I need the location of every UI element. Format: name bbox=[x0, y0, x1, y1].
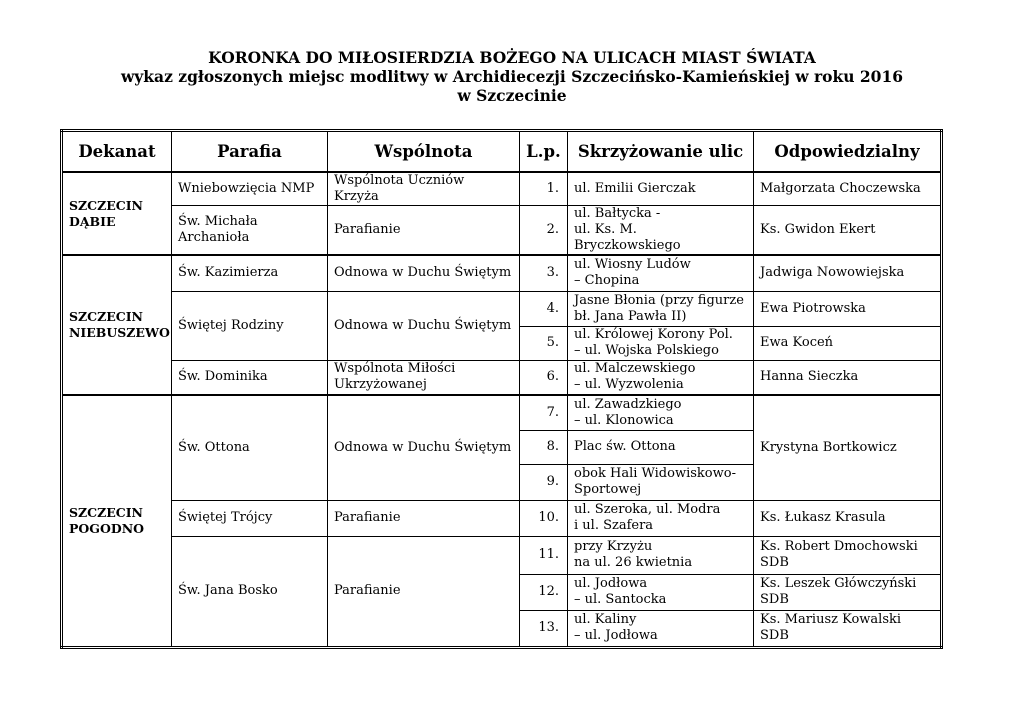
odpowiedzialny-cell: Krystyna Bortkowicz bbox=[754, 395, 942, 500]
lp-cell: 5. bbox=[520, 326, 568, 360]
lp-cell: 8. bbox=[520, 430, 568, 464]
skrzyzowanie-cell: ul. Wiosny Ludów – Chopina bbox=[568, 255, 754, 291]
parafia-cell: Św. Jana Bosko bbox=[172, 536, 328, 647]
wspolnota-cell: Parafianie bbox=[328, 500, 520, 536]
document-location: w Szczecinie bbox=[457, 86, 567, 105]
column-header-odpowiedzialny: Odpowiedzialny bbox=[754, 131, 942, 173]
dekanat-cell: SZCZECIN NIEBUSZEWO bbox=[62, 255, 172, 395]
table-row bbox=[62, 172, 942, 206]
table-row bbox=[62, 536, 942, 574]
parafia-cell: Św. Ottona bbox=[172, 395, 328, 500]
document-header bbox=[0, 48, 1024, 105]
table-row bbox=[62, 206, 942, 256]
skrzyzowanie-cell: ul. Królowej Korony Pol. – ul. Wojska Polskiego bbox=[568, 326, 754, 360]
column-header-wspolnota: Wspólnota bbox=[328, 131, 520, 173]
table-row bbox=[62, 255, 942, 291]
lp-cell: 9. bbox=[520, 464, 568, 500]
odpowiedzialny-cell: Małgorzata Choczewska bbox=[754, 172, 942, 206]
lp-cell: 2. bbox=[520, 206, 568, 256]
skrzyzowanie-cell: ul. Emilii Gierczak bbox=[568, 172, 754, 206]
skrzyzowanie-cell: przy Krzyżu na ul. 26 kwietnia bbox=[568, 536, 754, 574]
odpowiedzialny-cell: Ks. Łukasz Krasula bbox=[754, 500, 942, 536]
lp-cell: 13. bbox=[520, 610, 568, 647]
lp-cell: 3. bbox=[520, 255, 568, 291]
skrzyzowanie-cell: ul. Jodłowa – ul. Santocka bbox=[568, 574, 754, 610]
wspolnota-cell: Odnowa w Duchu Świętym bbox=[328, 255, 520, 291]
lp-cell: 7. bbox=[520, 395, 568, 430]
column-header-dekanat: Dekanat bbox=[62, 131, 172, 173]
odpowiedzialny-cell: Ks. Robert Dmochowski SDB bbox=[754, 536, 942, 574]
table-row bbox=[62, 395, 942, 430]
wspolnota-cell: Wspólnota Miłości Ukrzyżowanej bbox=[328, 360, 520, 395]
dekanat-cell: SZCZECIN POGODNO bbox=[62, 395, 172, 647]
odpowiedzialny-cell: Ks. Gwidon Ekert bbox=[754, 206, 942, 256]
column-header-lp: L.p. bbox=[520, 131, 568, 173]
parafia-cell: Wniebowzięcia NMP bbox=[172, 172, 328, 206]
document-title: KORONKA DO MIŁOSIERDZIA BOŻEGO NA ULICACH MIAST ŚWIATA bbox=[208, 48, 816, 67]
table-row bbox=[62, 291, 942, 326]
table-header-row bbox=[62, 131, 942, 173]
dekanat-cell: SZCZECIN DĄBIE bbox=[62, 172, 172, 255]
lp-cell: 12. bbox=[520, 574, 568, 610]
prayer-locations-table-wrapper bbox=[60, 129, 940, 649]
skrzyzowanie-cell: Plac św. Ottona bbox=[568, 430, 754, 464]
parafia-cell: Św. Michała Archanioła bbox=[172, 206, 328, 256]
wspolnota-cell: Parafianie bbox=[328, 206, 520, 256]
lp-cell: 11. bbox=[520, 536, 568, 574]
skrzyzowanie-cell: obok Hali Widowiskowo- Sportowej bbox=[568, 464, 754, 500]
skrzyzowanie-cell: ul. Malczewskiego – ul. Wyzwolenia bbox=[568, 360, 754, 395]
column-header-skrzyzowanie: Skrzyżowanie ulic bbox=[568, 131, 754, 173]
odpowiedzialny-cell: Jadwiga Nowowiejska bbox=[754, 255, 942, 291]
skrzyzowanie-cell: ul. Zawadzkiego – ul. Klonowica bbox=[568, 395, 754, 430]
skrzyzowanie-cell: ul. Kaliny – ul. Jodłowa bbox=[568, 610, 754, 647]
odpowiedzialny-cell: Ewa Piotrowska bbox=[754, 291, 942, 326]
odpowiedzialny-cell: Ks. Leszek Główczyński SDB bbox=[754, 574, 942, 610]
document-subtitle: wykaz zgłoszonych miejsc modlitwy w Archidiecezji Szczecińsko-Kamieńskiej w roku 2016 bbox=[120, 67, 904, 86]
column-header-parafia: Parafia bbox=[172, 131, 328, 173]
wspolnota-cell: Parafianie bbox=[328, 536, 520, 647]
wspolnota-cell: Wspólnota Uczniów Krzyża bbox=[328, 172, 520, 206]
lp-cell: 4. bbox=[520, 291, 568, 326]
odpowiedzialny-cell: Ewa Koceń bbox=[754, 326, 942, 360]
lp-cell: 10. bbox=[520, 500, 568, 536]
lp-cell: 1. bbox=[520, 172, 568, 206]
wspolnota-cell: Odnowa w Duchu Świętym bbox=[328, 291, 520, 360]
lp-cell: 6. bbox=[520, 360, 568, 395]
skrzyzowanie-cell: ul. Bałtycka - ul. Ks. M. Bryczkowskiego bbox=[568, 206, 754, 256]
parafia-cell: Św. Kazimierza bbox=[172, 255, 328, 291]
skrzyzowanie-cell: ul. Szeroka, ul. Modra i ul. Szafera bbox=[568, 500, 754, 536]
parafia-cell: Św. Dominika bbox=[172, 360, 328, 395]
prayer-locations-table bbox=[60, 129, 943, 649]
table-row bbox=[62, 500, 942, 536]
table-row bbox=[62, 360, 942, 395]
parafia-cell: Świętej Rodziny bbox=[172, 291, 328, 360]
odpowiedzialny-cell: Hanna Sieczka bbox=[754, 360, 942, 395]
odpowiedzialny-cell: Ks. Mariusz Kowalski SDB bbox=[754, 610, 942, 647]
skrzyzowanie-cell: Jasne Błonia (przy figurze bł. Jana Pawła II) bbox=[568, 291, 754, 326]
wspolnota-cell: Odnowa w Duchu Świętym bbox=[328, 395, 520, 500]
parafia-cell: Świętej Trójcy bbox=[172, 500, 328, 536]
